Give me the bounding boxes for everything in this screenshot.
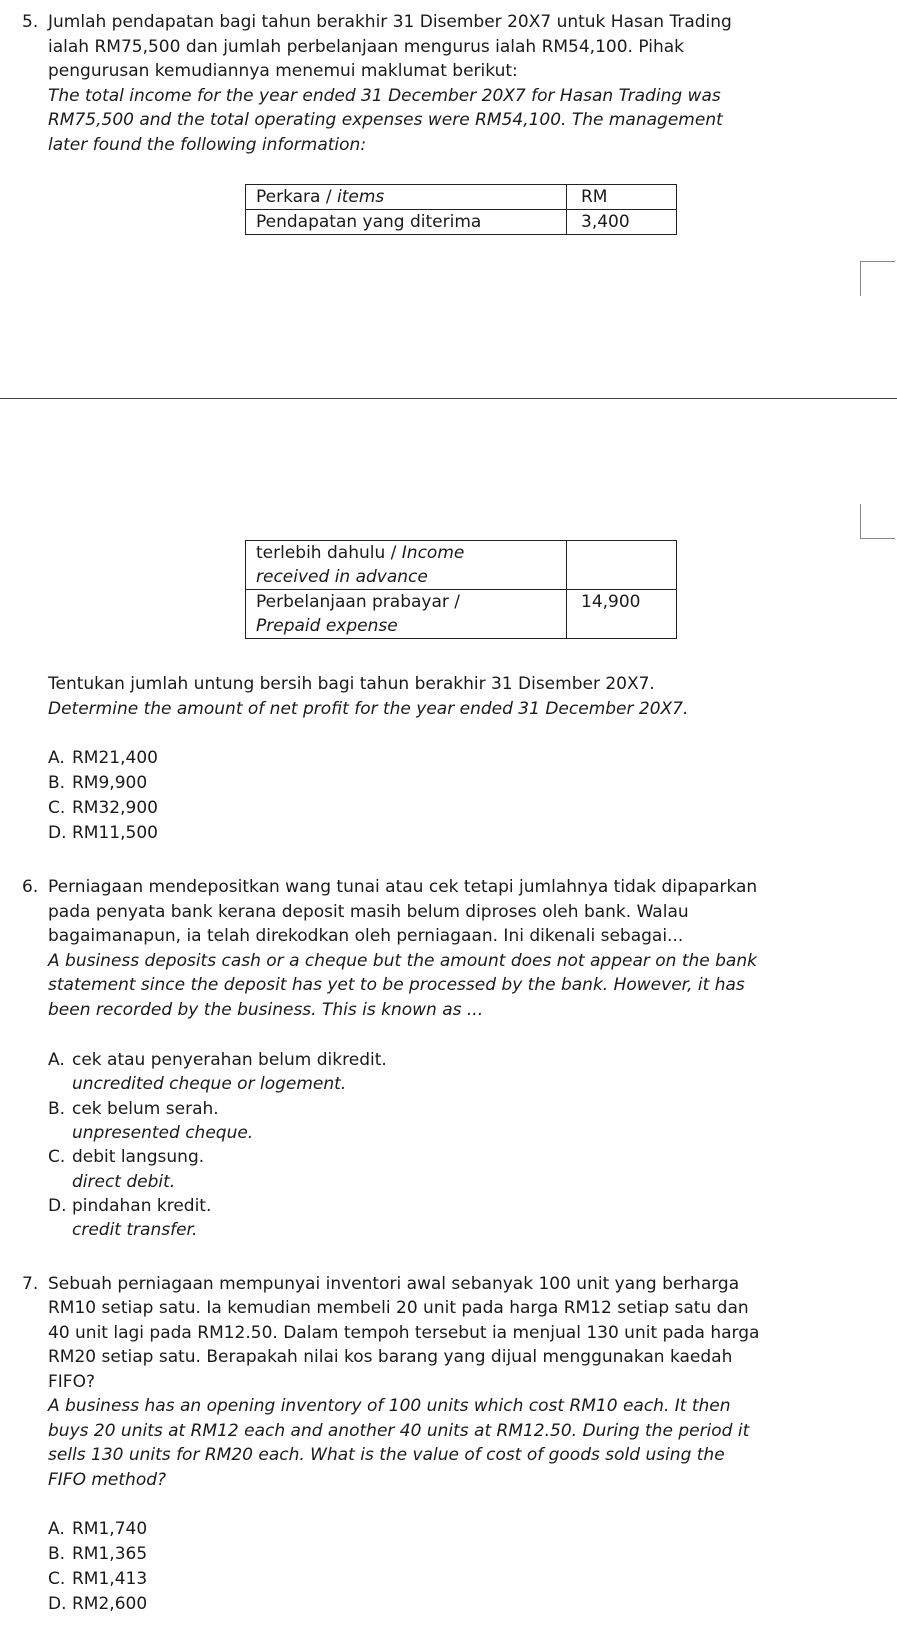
q5-en-line-2: RM75,500 and the total operating expenses were RM54,100. The management [48, 110, 723, 130]
table-header-amount: RM [567, 185, 677, 210]
q6-en-line-1: A business deposits cash or a cheque but the amount does not appear on the bank [48, 951, 757, 971]
table-header-row [246, 185, 677, 210]
crop-mark-top [860, 261, 895, 296]
q7-option-d[interactable]: D. RM2,600 [48, 1594, 148, 1614]
q6-en-line-2: statement since the deposit has yet to be processed by the bank. However, it has [48, 975, 745, 995]
page-break-rule [0, 398, 897, 399]
q7-ms-line-2: RM10 setiap satu. Ia kemudian membeli 20 unit pada harga RM12 setiap satu dan [48, 1298, 749, 1318]
q6-ms-line-2: pada penyata bank kerana deposit masih belum diproses oleh bank. Walau [48, 902, 689, 922]
q6-option-c[interactable]: C. debit langsung. [48, 1147, 205, 1167]
q6-option-d[interactable]: D. pindahan kredit. [48, 1196, 212, 1216]
q7-ms-line-5: FIFO? [48, 1372, 95, 1392]
table-cell-item: Perbelanjaan prabayar / Prepaid expense [246, 590, 567, 639]
q7-en-line-1: A business has an opening inventory of 100 units which cost RM10 each. It then [48, 1396, 731, 1416]
q5-question-en: Determine the amount of net profit for the year ended 31 December 20X7. [48, 699, 689, 719]
q5-option-d[interactable]: D. RM11,500 [48, 823, 158, 843]
table-row [246, 541, 677, 590]
q7-option-a[interactable]: A. RM1,740 [48, 1519, 148, 1539]
q6-ms-line-1: Perniagaan mendepositkan wang tunai atau cek tetapi jumlahnya tidak dipaparkan [48, 877, 758, 897]
q7-ms-line-4: RM20 setiap satu. Berapakah nilai kos barang yang dijual menggunakan kaedah [48, 1347, 733, 1367]
q5-en-line-1: The total income for the year ended 31 December 20X7 for Hasan Trading was [48, 86, 721, 106]
q5-ms-line-1: Jumlah pendapatan bagi tahun berakhir 31 Disember 20X7 untuk Hasan Trading [48, 12, 732, 32]
q7-ms-line-3: 40 unit lagi pada RM12.50. Dalam tempoh tersebut ia menjual 130 unit pada harga [48, 1323, 760, 1343]
table-row [246, 590, 677, 639]
q6-option-a-en: uncredited cheque or logement. [72, 1074, 347, 1094]
q7-en-line-4: FIFO method? [48, 1470, 167, 1490]
crop-mark-bottom [860, 504, 895, 539]
q7-number: 7. [22, 1274, 39, 1294]
q5-option-c[interactable]: C. RM32,900 [48, 798, 158, 818]
q7-option-c[interactable]: C. RM1,413 [48, 1569, 148, 1589]
q5-table-top [245, 184, 677, 235]
q6-ms-line-3: bagaimanapun, ia telah direkodkan oleh perniagaan. Ini dikenali sebagai... [48, 926, 684, 946]
q5-table-bottom [245, 540, 677, 639]
q6-option-c-en: direct debit. [72, 1172, 176, 1192]
table-cell-amount [567, 541, 677, 590]
table-cell-item: Pendapatan yang diterima [246, 210, 567, 235]
q6-option-d-en: credit transfer. [72, 1220, 198, 1240]
q6-option-b-en: unpresented cheque. [72, 1123, 254, 1143]
q6-en-line-3: been recorded by the business. This is known as ... [48, 1000, 484, 1020]
table-cell-amount: 14,900 [567, 590, 677, 639]
table-cell-item: terlebih dahulu / Income received in advance [246, 541, 567, 590]
q7-en-line-3: sells 130 units for RM20 each. What is the value of cost of goods sold using the [48, 1445, 725, 1465]
q6-option-b[interactable]: B. cek belum serah. [48, 1099, 219, 1119]
q5-option-b[interactable]: B. RM9,900 [48, 773, 148, 793]
q7-option-b[interactable]: B. RM1,365 [48, 1544, 148, 1564]
table-cell-amount: 3,400 [567, 210, 677, 235]
q5-ms-line-3: pengurusan kemudiannya menemui maklumat berikut: [48, 61, 518, 81]
q5-number: 5. [22, 12, 39, 32]
q6-number: 6. [22, 877, 39, 897]
q5-option-a[interactable]: A. RM21,400 [48, 748, 158, 768]
q5-question-ms: Tentukan jumlah untung bersih bagi tahun berakhir 31 Disember 20X7. [48, 674, 655, 694]
table-header-item: Perkara / items [246, 185, 567, 210]
q6-option-a[interactable]: A. cek atau penyerahan belum dikredit. [48, 1050, 387, 1070]
q5-ms-line-2: ialah RM75,500 dan jumlah perbelanjaan mengurus ialah RM54,100. Pihak [48, 37, 684, 57]
q7-ms-line-1: Sebuah perniagaan mempunyai inventori awal sebanyak 100 unit yang berharga [48, 1274, 740, 1294]
q7-en-line-2: buys 20 units at RM12 each and another 40 units at RM12.50. During the period it [48, 1421, 750, 1441]
table-row [246, 210, 677, 235]
q5-en-line-3: later found the following information: [48, 135, 367, 155]
